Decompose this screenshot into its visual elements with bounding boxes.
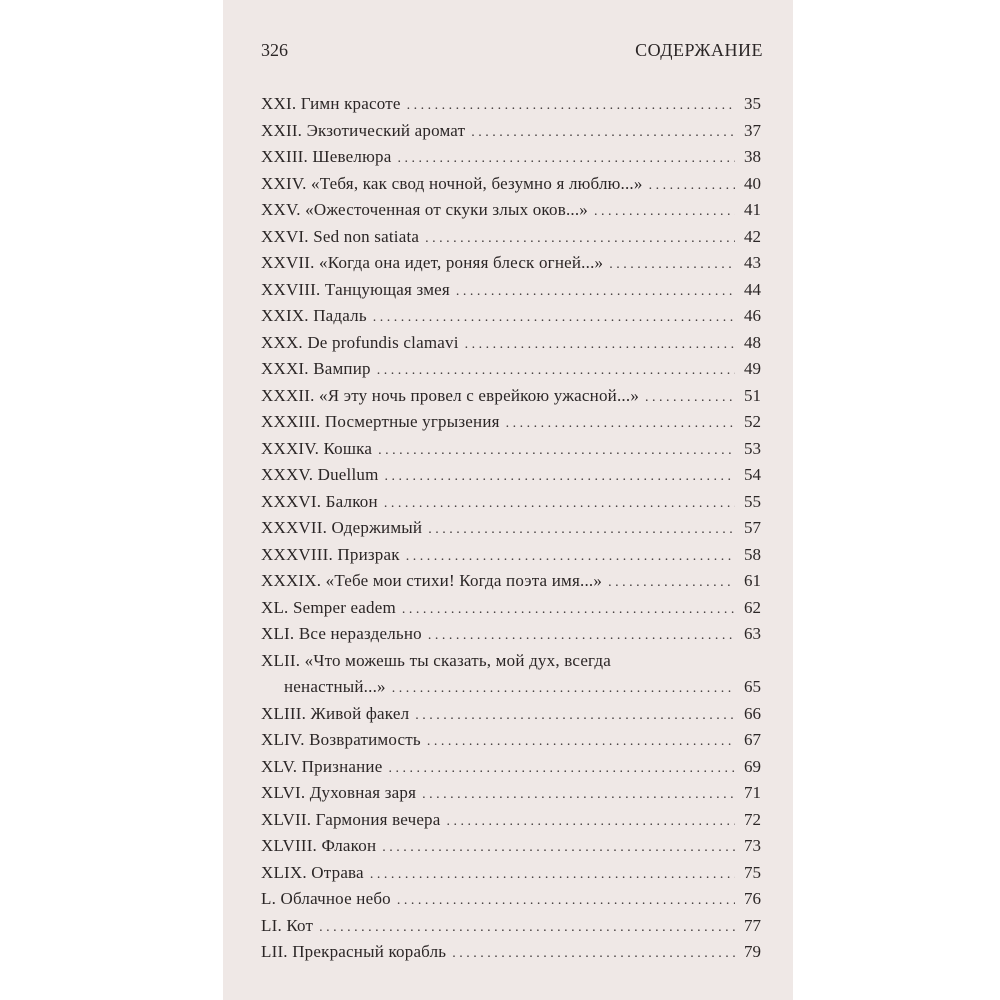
toc-entry — [261, 303, 761, 330]
dot-leader — [456, 279, 735, 306]
toc-entry-title: XLVI. Духовная заря — [261, 783, 417, 802]
dot-leader — [645, 385, 735, 412]
dot-leader — [506, 411, 735, 438]
toc-entry-page: 79 — [744, 942, 761, 961]
toc-entry-page: 55 — [744, 491, 761, 511]
toc-entry-page: 77 — [744, 915, 761, 935]
toc-entry — [261, 197, 761, 224]
toc-entry — [261, 780, 761, 807]
toc-entry-page: 71 — [744, 783, 761, 802]
toc-entry — [261, 489, 761, 516]
toc-entry-page: 38 — [744, 147, 761, 166]
toc-entry-page: 75 — [744, 862, 761, 882]
toc-entry-page: 62 — [744, 597, 761, 617]
dot-leader — [649, 173, 735, 200]
toc-entry-title: L. Облачное небо — [261, 889, 391, 908]
dot-leader — [415, 703, 735, 730]
toc-entry-first-line — [261, 648, 761, 675]
toc-entry-title: XLV. Признание — [261, 756, 383, 776]
dot-leader — [465, 332, 735, 359]
toc-entry — [261, 171, 761, 198]
toc-entry — [261, 701, 761, 728]
toc-entry-page: 57 — [744, 518, 761, 537]
toc-entry — [261, 330, 761, 357]
dot-leader — [427, 729, 735, 756]
toc-entry — [261, 91, 761, 118]
dot-leader — [382, 835, 735, 862]
toc-entry-page: 48 — [744, 332, 761, 352]
toc-entry-title: XXXV. Duellum — [261, 465, 379, 484]
dot-leader — [471, 120, 735, 147]
toc-entry-page: 49 — [744, 359, 761, 378]
toc-entry-page: 63 — [744, 624, 761, 643]
toc-entry-title: XXXI. Вампир — [261, 359, 371, 378]
toc-entry-page: 61 — [744, 571, 761, 590]
toc-entry-title: XXVI. Sed non satiata — [261, 226, 420, 246]
toc-entry-page: 65 — [744, 677, 761, 696]
toc-entry-title: XLVIII. Флакон — [261, 836, 377, 855]
toc-entry-title: XXVIII. Танцующая змея — [261, 279, 450, 299]
toc-entry — [261, 568, 761, 595]
toc-entry — [261, 621, 761, 648]
toc-entry-title: XLI. Все нераздельно — [261, 624, 422, 643]
dot-leader — [428, 517, 735, 544]
toc-entry-title: LI. Кот — [261, 915, 314, 935]
toc-entry-title: XXXIV. Кошка — [261, 438, 373, 458]
dot-leader — [397, 146, 735, 173]
toc-entry-title: XXVII. «Когда она идет, роняя блеск огней...» — [261, 253, 604, 272]
dot-leader — [388, 756, 735, 783]
toc-entry-title: XXX. De profundis clamavi — [261, 332, 459, 352]
dot-leader — [402, 597, 735, 624]
toc-entry-title: LII. Прекрасный корабль — [261, 942, 447, 961]
toc-entry-title: XXIX. Падаль — [261, 306, 367, 325]
toc-entry — [261, 913, 761, 940]
toc-entry-page: 67 — [744, 730, 761, 749]
dot-leader — [447, 809, 735, 836]
dot-leader — [422, 782, 735, 809]
toc-entry-continuation — [261, 674, 761, 701]
toc-entry-title: XLIV. Возвратимость — [261, 730, 421, 749]
toc-entry-page: 37 — [744, 120, 761, 140]
toc-entry-page: 41 — [744, 200, 761, 219]
dot-leader — [428, 623, 735, 650]
toc-entry — [261, 118, 761, 145]
toc-entry — [261, 886, 761, 913]
toc-entry — [261, 409, 761, 436]
toc-entry — [261, 277, 761, 304]
toc-entry-page: 73 — [744, 836, 761, 855]
toc-entry-title: XXXIII. Посмертные угрызения — [261, 412, 500, 431]
toc-entry-title: XXIII. Шевелюра — [261, 147, 392, 166]
dot-leader — [385, 464, 735, 491]
running-head: СОДЕРЖАНИЕ — [635, 40, 763, 60]
toc-entry-title: XXXVIII. Призрак — [261, 544, 400, 564]
dot-leader — [425, 226, 735, 253]
dot-leader — [608, 570, 735, 597]
dot-leader — [377, 358, 735, 385]
toc-entry-title: XLIX. Отрава — [261, 862, 364, 882]
toc-entry — [261, 515, 761, 542]
toc-entry — [261, 939, 761, 966]
toc-entry-page: 44 — [744, 279, 761, 299]
toc-entry-title: XXXII. «Я эту ночь провел с еврейкою ужасной...» — [261, 385, 640, 405]
dot-leader — [452, 941, 735, 968]
dot-leader — [392, 676, 735, 703]
dot-leader — [609, 252, 735, 279]
toc-entry-title: XXIV. «Тебя, как свод ночной, безумно я люблю...» — [261, 173, 643, 193]
toc-entry-page: 51 — [744, 385, 761, 405]
toc-entry-title: XXII. Экзотический аромат — [261, 120, 466, 140]
toc-entry-title: XXXVII. Одержимый — [261, 518, 423, 537]
page-number: 326 — [261, 40, 288, 60]
dot-leader — [397, 888, 735, 915]
toc-entry — [261, 250, 761, 277]
toc-entry-page: 43 — [744, 253, 761, 272]
dot-leader — [384, 491, 735, 518]
toc-entry-page: 53 — [744, 438, 761, 458]
dot-leader — [319, 915, 735, 942]
dot-leader — [373, 305, 735, 332]
toc-entry-title: XL. Semper eadem — [261, 597, 396, 617]
toc-entry — [261, 807, 761, 834]
toc-entry-page: 58 — [744, 544, 761, 564]
toc-entry — [261, 462, 761, 489]
toc-entry-title: XXI. Гимн красоте — [261, 94, 401, 113]
toc-entry-title: XLII. «Что можешь ты сказать, мой дух, всегда — [261, 650, 611, 670]
toc-entry — [261, 754, 761, 781]
toc-entry-title: XXXIX. «Тебе мои стихи! Когда поэта имя...» — [261, 571, 603, 590]
toc-entry — [261, 144, 761, 171]
toc-entry — [261, 224, 761, 251]
toc-entry — [261, 595, 761, 622]
toc-entry-page: 54 — [744, 465, 761, 484]
book-page — [223, 0, 793, 1000]
table-of-contents — [261, 91, 761, 966]
toc-entry-page: 52 — [744, 412, 761, 431]
toc-entry-page: 35 — [744, 94, 761, 113]
toc-entry — [261, 356, 761, 383]
dot-leader — [370, 862, 735, 889]
dot-leader — [378, 438, 735, 465]
toc-entry-page: 66 — [744, 703, 761, 723]
toc-entry-page: 72 — [744, 809, 761, 829]
toc-entry — [261, 542, 761, 569]
toc-entry-page: 40 — [744, 173, 761, 193]
toc-entry — [261, 383, 761, 410]
dot-leader — [406, 544, 735, 571]
toc-entry-page: 46 — [744, 306, 761, 325]
toc-entry — [261, 436, 761, 463]
toc-entry-title: XLVII. Гармония вечера — [261, 809, 441, 829]
dot-leader — [407, 93, 735, 120]
toc-entry-title: XLIII. Живой факел — [261, 703, 410, 723]
toc-entry — [261, 860, 761, 887]
toc-entry-page: 69 — [744, 756, 761, 776]
toc-entry — [261, 833, 761, 860]
toc-entry-page: 42 — [744, 226, 761, 246]
page-header — [261, 40, 763, 64]
dot-leader — [594, 199, 735, 226]
toc-entry-title: XXXVI. Балкон — [261, 491, 378, 511]
toc-entry-page: 76 — [744, 889, 761, 908]
toc-entry-title: XXV. «Ожесточенная от скуки злых оков...» — [261, 200, 588, 219]
toc-entry — [261, 727, 761, 754]
toc-entry-title-continuation: ненастный...» — [284, 677, 386, 696]
